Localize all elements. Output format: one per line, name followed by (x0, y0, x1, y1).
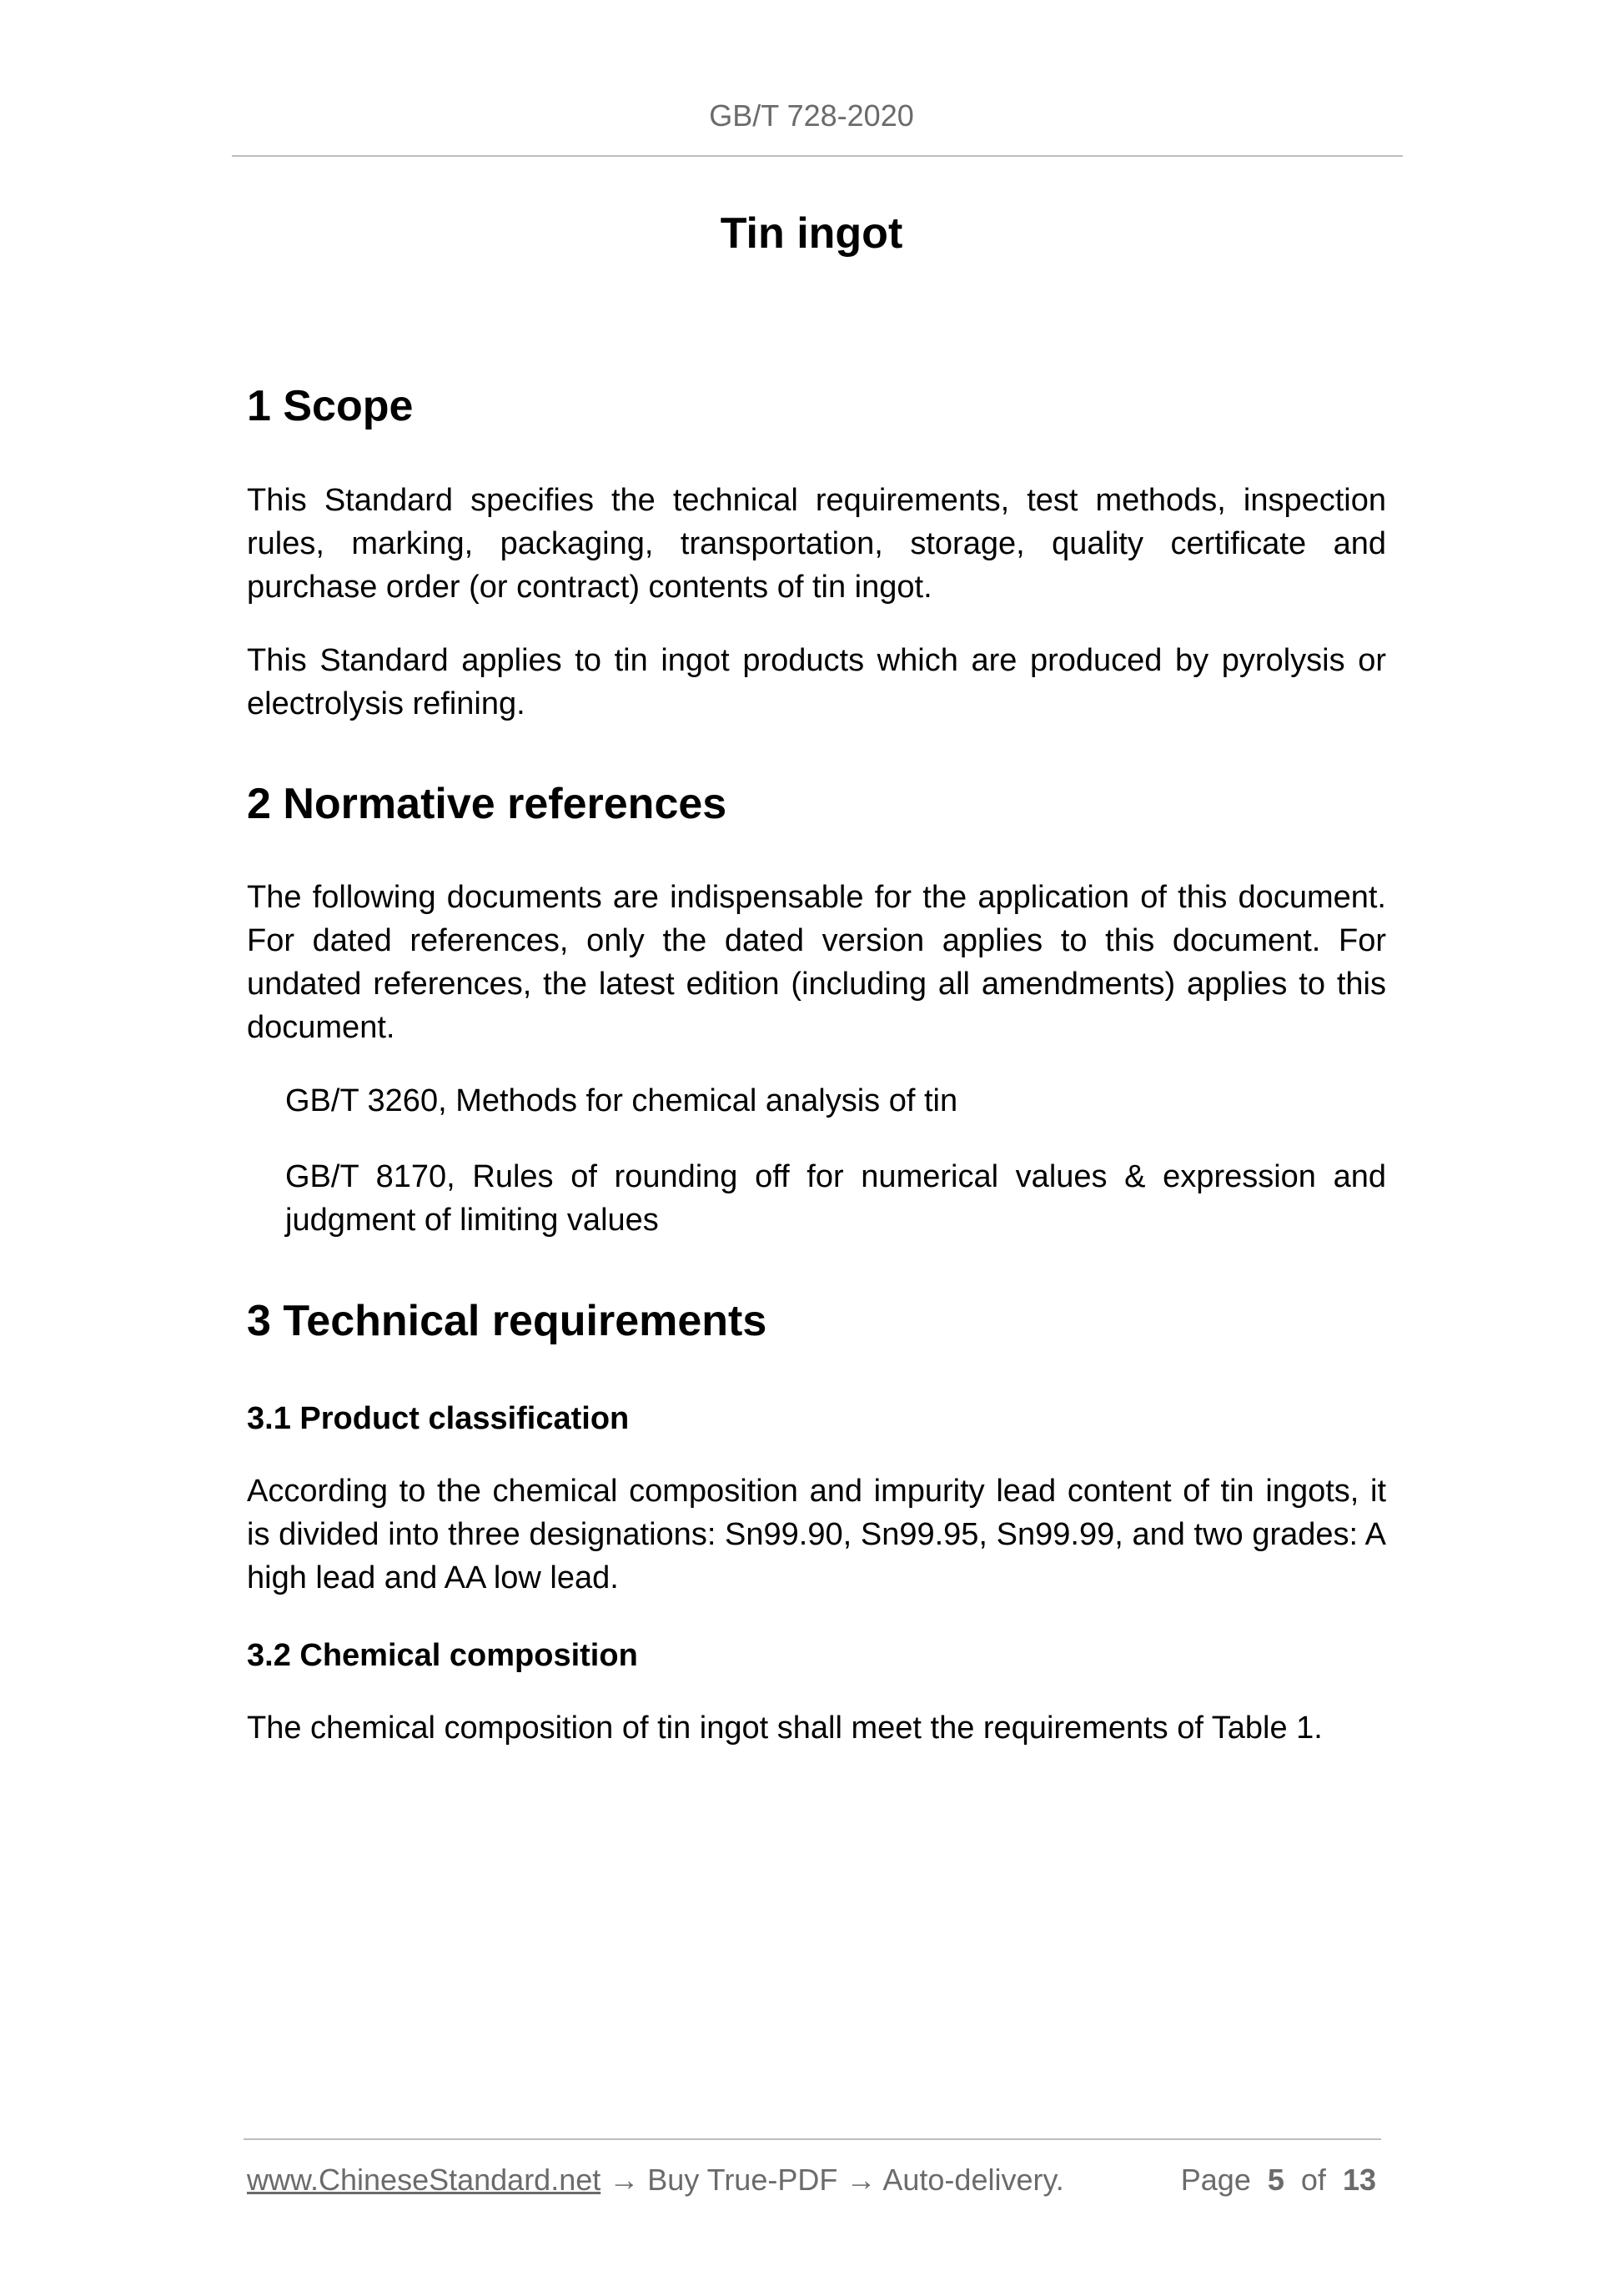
footer-divider (244, 2138, 1381, 2140)
arrow-icon: → (846, 2163, 877, 2197)
section-heading-normative-references: 2 Normative references (247, 780, 727, 828)
reference-item-gbt-3260: GB/T 3260, Methods for chemical analysis of tin (285, 1083, 958, 1118)
section-heading-scope: 1 Scope (247, 382, 414, 430)
header-standard-code: GB/T 728-2020 (709, 98, 914, 133)
footer-buy-text: Buy True-PDF (647, 2163, 838, 2197)
page-current: 5 (1267, 2163, 1284, 2197)
footer-site-link[interactable]: www.ChineseStandard.net (247, 2163, 601, 2197)
arrow-icon: → (609, 2163, 640, 2197)
normative-paragraph-1: The following documents are indispensable for the application of this document. For dated references, only the dated version applies to this document. For undated references, the latest edition (including all amendments) applies to this document. (247, 880, 1386, 1045)
subsection-heading-product-classification: 3.1 Product classification (247, 1401, 630, 1436)
section-heading-technical-requirements: 3 Technical requirements (247, 1297, 767, 1345)
page-total: 13 (1342, 2163, 1376, 2197)
page-of-label: of (1300, 2163, 1326, 2197)
scope-paragraph-1: This Standard specifies the technical requirements, test methods, inspection rules, marking, packaging, transportation, storage, quality certificate and purchase order (or contract) contents of tin ingot. (247, 483, 1386, 605)
page-indicator (1181, 2161, 1376, 2199)
subsection-heading-chemical-composition: 3.2 Chemical composition (247, 1638, 638, 1673)
reference-item-gbt-8170: GB/T 8170, Rules of rounding off for numerical values & expression and judgment of limiting values (285, 1159, 1386, 1238)
product-classification-paragraph: According to the chemical composition and impurity lead content of tin ingots, it is divided into three designations: Sn99.90, Sn99.95, Sn99.99, and two grades: A high lead and AA low lead. (247, 1474, 1386, 1595)
footer (247, 2161, 1381, 2199)
header-divider (232, 155, 1403, 157)
document-title: Tin ingot (720, 209, 903, 258)
footer-delivery-text: Auto-delivery. (882, 2163, 1064, 2197)
chemical-composition-paragraph: The chemical composition of tin ingot shall meet the requirements of Table 1. (247, 1711, 1323, 1746)
page-label: Page (1180, 2163, 1251, 2197)
scope-paragraph-2: This Standard applies to tin ingot products which are produced by pyrolysis or electrolysis refining. (247, 643, 1386, 721)
